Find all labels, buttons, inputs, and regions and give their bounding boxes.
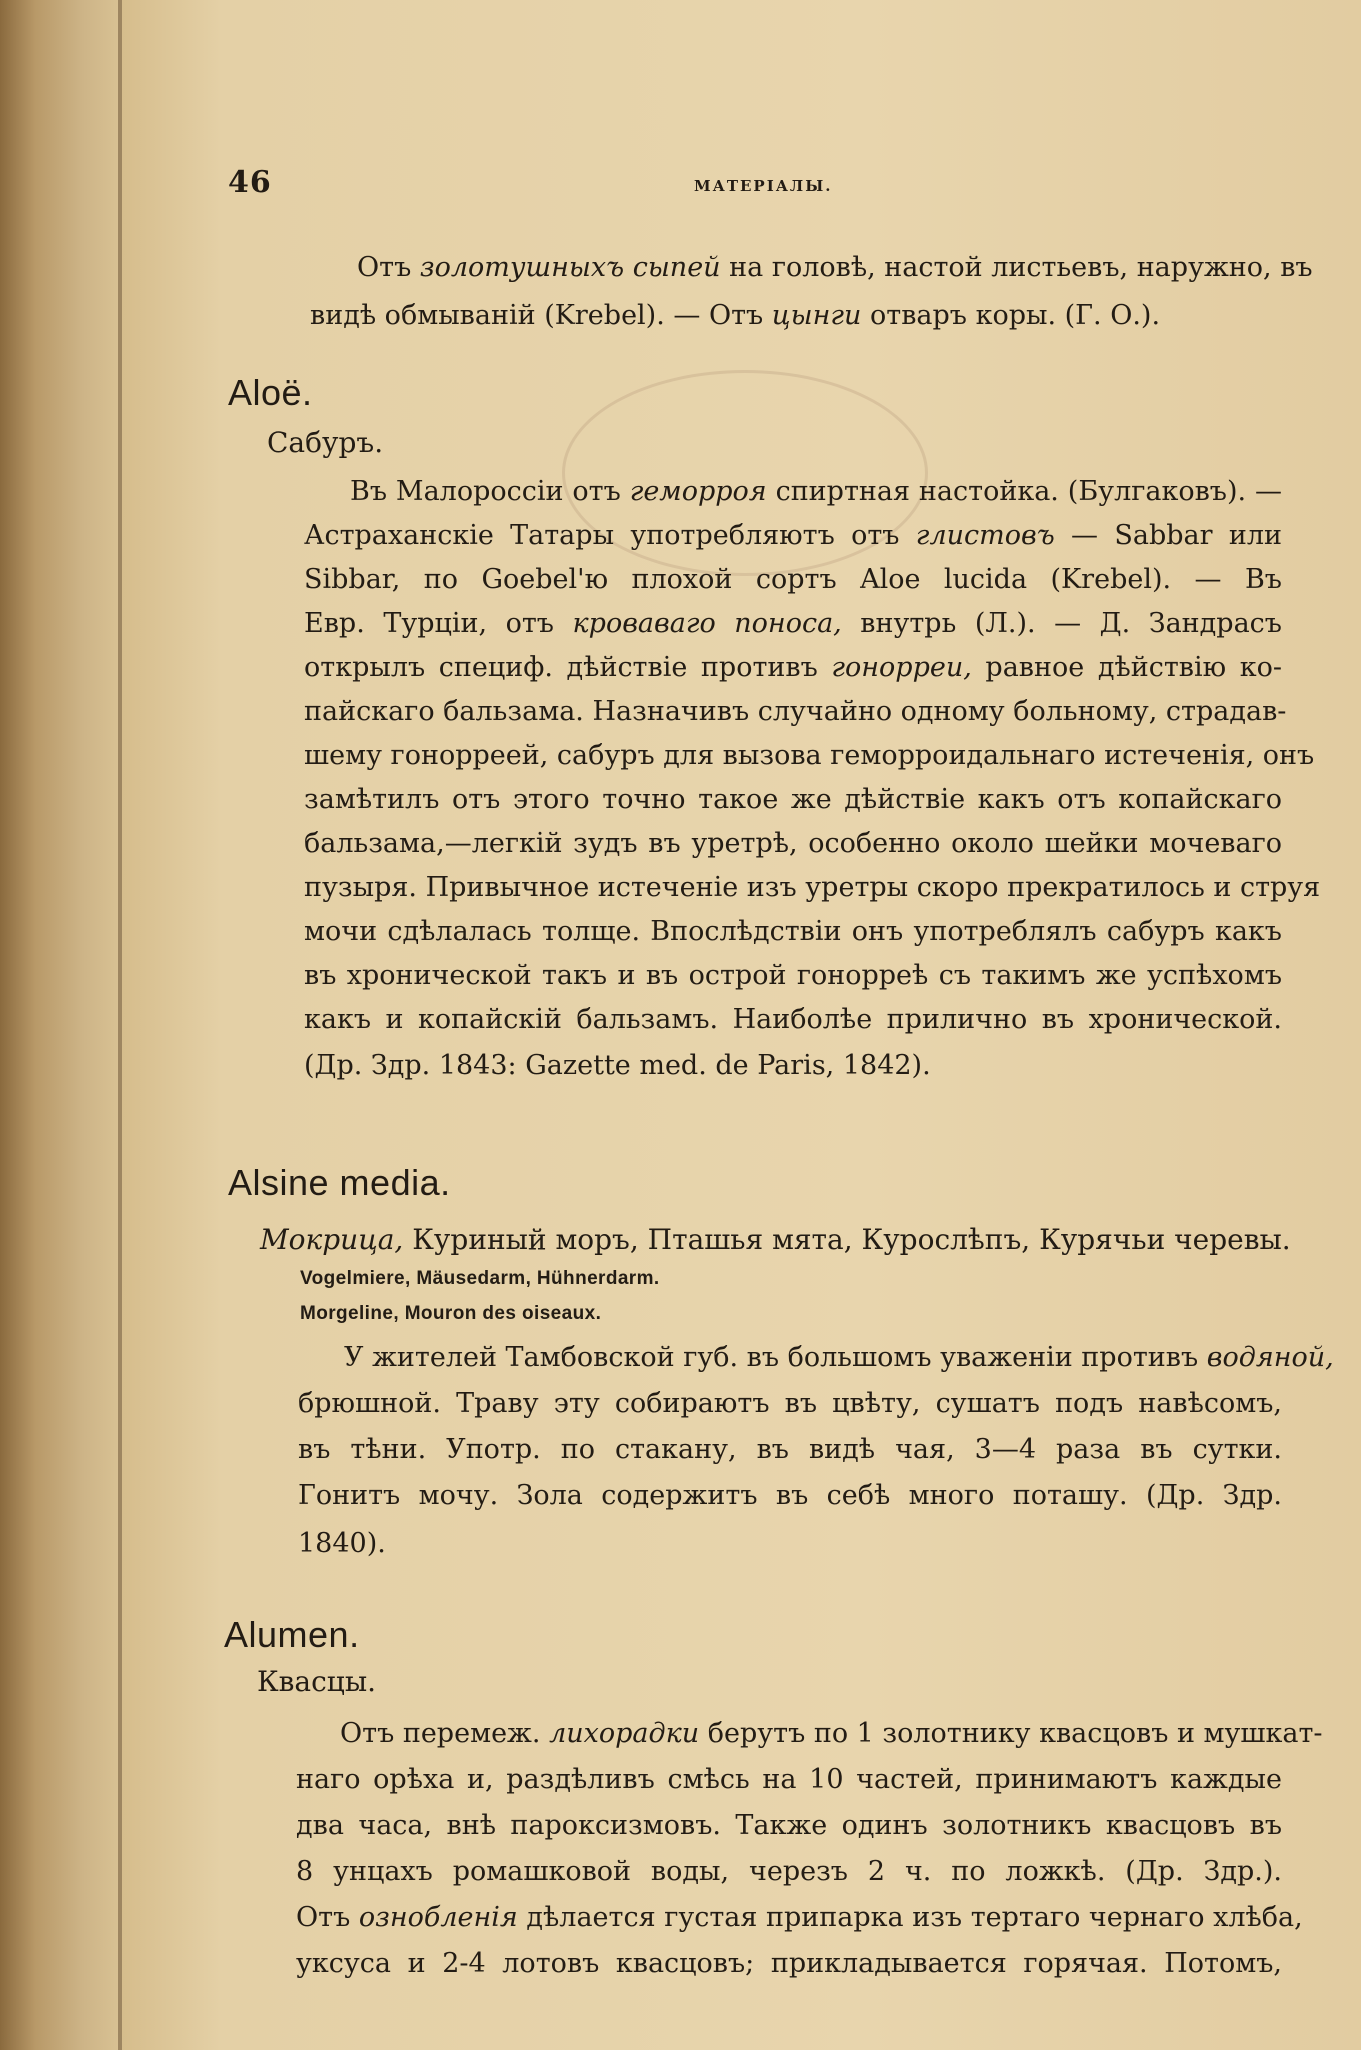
text-line: уксуса и 2-4 лотовъ квасцовъ; прикладывается горячая. Потомъ, [296,1948,1282,1979]
book-gutter [0,0,118,2050]
text-line: пузыря. Привычное истеченiе изъ уретры скоро прекратилось и струя [304,872,1321,903]
page-number: 46 [228,165,272,200]
entry-title: Aloë. [228,372,313,413]
german-names: Vogelmiere, Mäusedarm, Hühnerdarm. [300,1268,660,1289]
text-line: Sibbar, по Goebel'ю плохой сортъ Aloe lucida (Krebel). — Въ [304,564,1282,595]
text-line: Астраханскiе Татары употребляютъ отъ глистовъ — Sabbar или [304,520,1282,551]
french-names: Morgeline, Mouron des oiseaux. [300,1303,602,1324]
book-page [122,0,1361,2050]
russian-name: Квасцы. [257,1665,376,1698]
text-line: Отъ золотушныхъ сыпей на головѣ, настой листьевъ, наружно, въ [357,252,1313,283]
entry-title: Alumen. [224,1614,360,1655]
text-line: 8 унцахъ ромашковой воды, черезъ 2 ч. по ложкѣ. (Др. Здр.). [296,1856,1282,1887]
russian-name: Сабуръ. [267,426,384,459]
text-line: шему гонорреей, сабуръ для вызова геморроидальнаго истеченiя, онъ [304,740,1315,771]
text-line: открылъ специф. дѣйствiе противъ гонорреи, равное дѣйствiю ко- [304,652,1282,683]
text-line: Отъ ознобленiя дѣлается густая припарка изъ тертаго чернаго хлѣба, [296,1902,1303,1933]
text-line: въ хронической такъ и въ острой гонорреѣ съ такимъ же успѣхомъ [304,960,1282,991]
text-line: наго орѣха и, раздѣливъ смѣсь на 10 частей, принимаютъ каждые [296,1764,1282,1795]
running-title: МАТЕРІАЛЫ. [694,177,833,195]
text-line: замѣтилъ отъ этого точно такое же дѣйствiе какъ отъ копайскаго [304,784,1282,815]
text-line: Евр. Турцiи, отъ кроваваго поноса, внутрь (Л.). — Д. Зандрасъ [304,608,1282,639]
text-line: У жителей Тамбовской губ. въ большомъ уваженiи противъ водяной, [344,1342,1334,1373]
text-line: мочи сдѣлалась толще. Впослѣдствiи онъ употреблялъ сабуръ какъ [304,916,1282,947]
text-line: брюшной. Траву эту собираютъ въ цвѣту, сушатъ подъ навѣсомъ, [298,1388,1282,1419]
text-line: 1840). [298,1528,386,1559]
text-line: бальзама,—легкiй зудъ въ уретрѣ, особенно около шейки мочеваго [304,828,1282,859]
text-line: въ тѣни. Употр. по стакану, въ видѣ чая, 3—4 раза въ сутки. [298,1434,1282,1465]
text-line: два часа, внѣ пароксизмовъ. Также одинъ золотникъ квасцовъ въ [296,1810,1282,1841]
text-line: Отъ перемеж. лихорадки берутъ по 1 золотнику квасцовъ и мушкат- [340,1718,1323,1749]
text-line: Въ Малороссiи отъ геморроя спиртная настойка. (Булгаковъ). — [350,476,1282,507]
text-line: Гонитъ мочу. Зола содержитъ въ себѣ много поташу. (Др. Здр. [298,1480,1282,1511]
entry-title: Alsine media. [228,1162,451,1203]
text-line: видѣ обмыванiй (Krebel). — Отъ цынги отваръ коры. (Г. О.). [310,300,1161,331]
text-line: какъ и копайскiй бальзамъ. Наиболѣе прилично въ хронической. [304,1004,1282,1035]
running-header [122,165,1361,205]
text-line: (Др. Здр. 1843: Gazette med. de Paris, 1842). [304,1050,931,1081]
russian-synonyms: Мокрица, Куриный моръ, Пташья мята, Курослѣпъ, Курячьи черевы. [260,1223,1291,1256]
text-line: пайскаго бальзама. Назначивъ случайно одному больному, страдав- [304,696,1287,727]
